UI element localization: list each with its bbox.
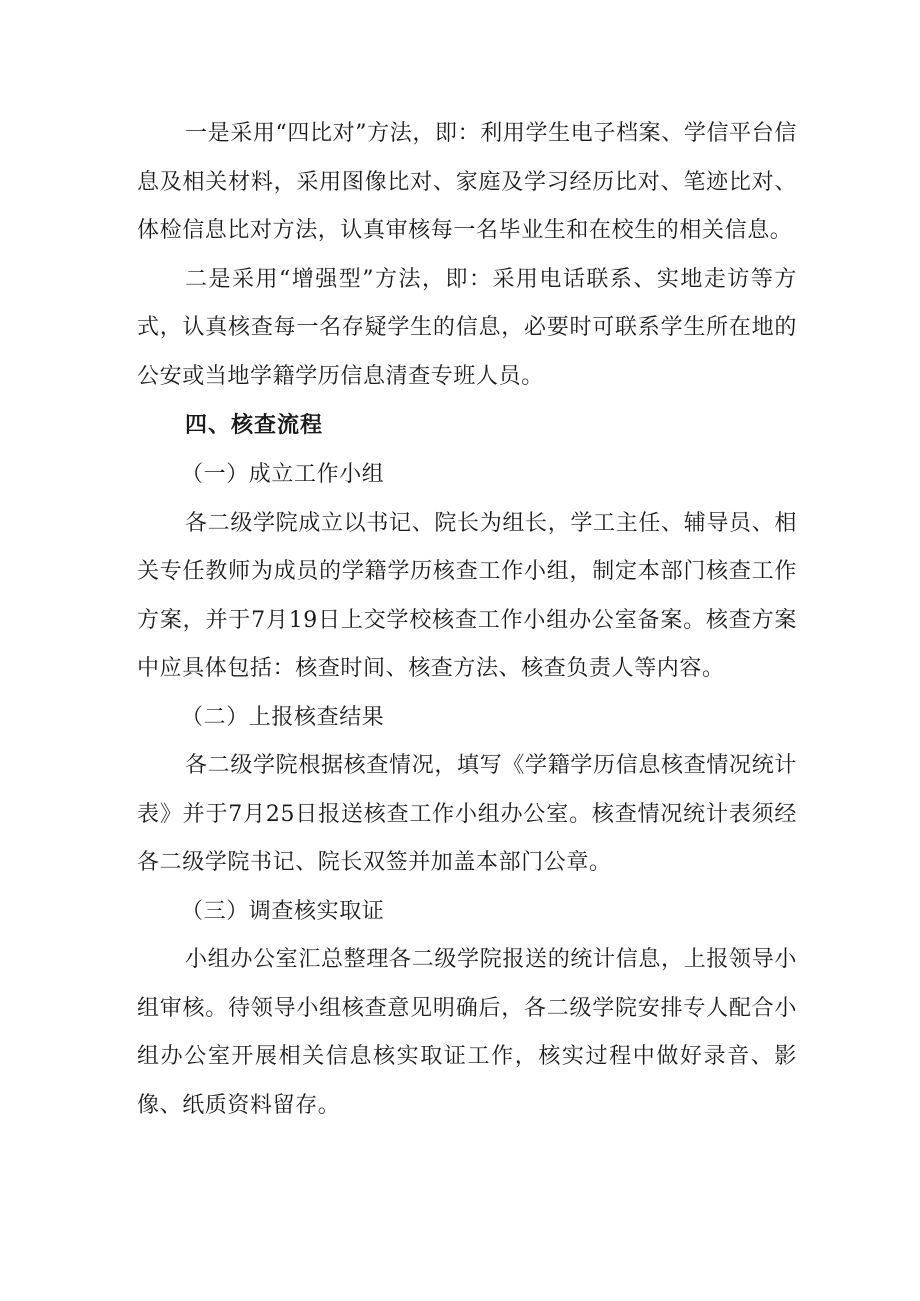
paragraph-enhanced-method: 二是采用“增强型”方法，即：采用电话联系、实地走访等方式，认真核查每一名存疑学生的信息，必要时可联系学生所在地的公安或当地学籍学历信息清查专班人员。 — [137, 266, 797, 389]
paragraph-four-comparisons: 一是采用“四比对”方法，即：利用学生电子档案、学信平台信息及相关材料，采用图像比对、家庭及学习经历比对、笔迹比对、体检信息比对方法，认真审核每一名毕业生和在校生的相关信息。 — [137, 121, 797, 243]
subsection-title-2: （二）上报核查结果 — [181, 704, 385, 730]
subsection-title-3: （三）调查核实取证 — [181, 898, 385, 924]
document-body — [137, 110, 797, 1130]
subsection-body-3: 小组办公室汇总整理各二级学院报送的统计信息，上报领导小组审核。待领导小组核查意见明确后，各二级学院安排专人配合小组办公室开展相关信息核实取证工作，核实过程中做好录音、影像、纸质资料留存。 — [137, 947, 797, 1118]
subsection-body-1: 各二级学院成立以书记、院长为组长，学工主任、辅导员、相关专任教师为成员的学籍学历核查工作小组，制定本部门核查工作方案，并于7月19日上交学校核查工作小组办公室备案。核查方案中应具体包括：核查时间、核查方法、核查负责人等内容。 — [137, 510, 797, 681]
section-heading: 四、核查流程 — [185, 413, 324, 438]
subsection-title-1: （一）成立工作小组 — [181, 462, 385, 487]
subsection-body-2: 各二级学院根据核查情况，填写《学籍学历信息核查情况统计表》并于7月25日报送核查工作小组办公室。核查情况统计表须经各二级学院书记、院长双签并加盖本部门公章。 — [137, 753, 797, 875]
